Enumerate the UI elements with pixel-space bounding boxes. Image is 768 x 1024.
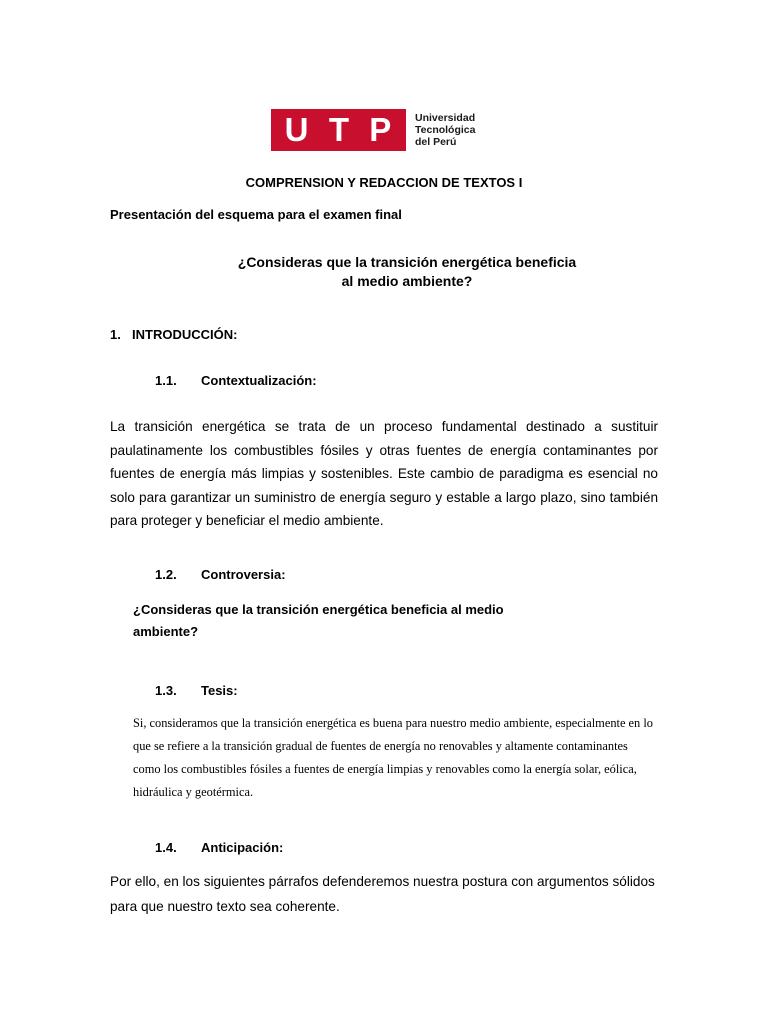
subsection-heading-controversia: 1.2. Controversia: bbox=[155, 567, 286, 582]
presentation-heading: Presentación del esquema para el examen final bbox=[110, 207, 402, 222]
section-heading-introduccion: 1. INTRODUCCIÓN: bbox=[110, 327, 238, 342]
utp-logo-mark bbox=[271, 109, 406, 151]
subsection-heading-tesis: 1.3. Tesis: bbox=[155, 683, 238, 698]
logo-letter: U bbox=[284, 111, 310, 148]
logo-letter: T bbox=[328, 111, 350, 148]
thesis-paragraph: Si, consideramos que la transición energética es buena para nuestro medio ambiente, especialmente en lo que se refiere a la transición gradual de fuentes de energía no renovables y altamente contaminantes como los combustibles fósiles a fuentes de energía limpias y renovables como la energía solar, eólica, hidráulica y geotérmica. bbox=[133, 716, 653, 799]
anticipation-paragraph: Por ello, en los siguientes párrafos defenderemos nuestra postura con argumentos sólidos para que nuestro texto sea coherente. bbox=[110, 874, 655, 914]
utp-logo bbox=[271, 109, 475, 151]
subsection-heading-anticipacion: 1.4. Anticipación: bbox=[155, 840, 284, 855]
main-question: ¿Consideras que la transición energética beneficia al medio ambiente? bbox=[237, 254, 577, 289]
utp-logo-text: Universidad Tecnológica del Perú bbox=[415, 112, 476, 148]
course-title: COMPRENSION Y REDACCION DE TEXTOS I bbox=[245, 175, 523, 190]
logo-letter: P bbox=[369, 111, 393, 148]
subsection-heading-contextualizacion: 1.1. Contextualización: bbox=[155, 373, 317, 388]
controversy-question: ¿Consideras que la transición energética beneficia al medio ambiente? bbox=[133, 602, 504, 639]
context-paragraph: La transición energética se trata de un proceso fundamental destinado a sustituir paulatinamente los combustibles fósiles y otras fuentes de energía contaminantes por fuentes de energía más limpias y sostenibles. Este cambio de paradigma es esencial no solo para garantizar un suministro de energía seguro y estable a largo plazo, sino también para proteger y beneficiar el medio ambiente. bbox=[110, 419, 658, 528]
